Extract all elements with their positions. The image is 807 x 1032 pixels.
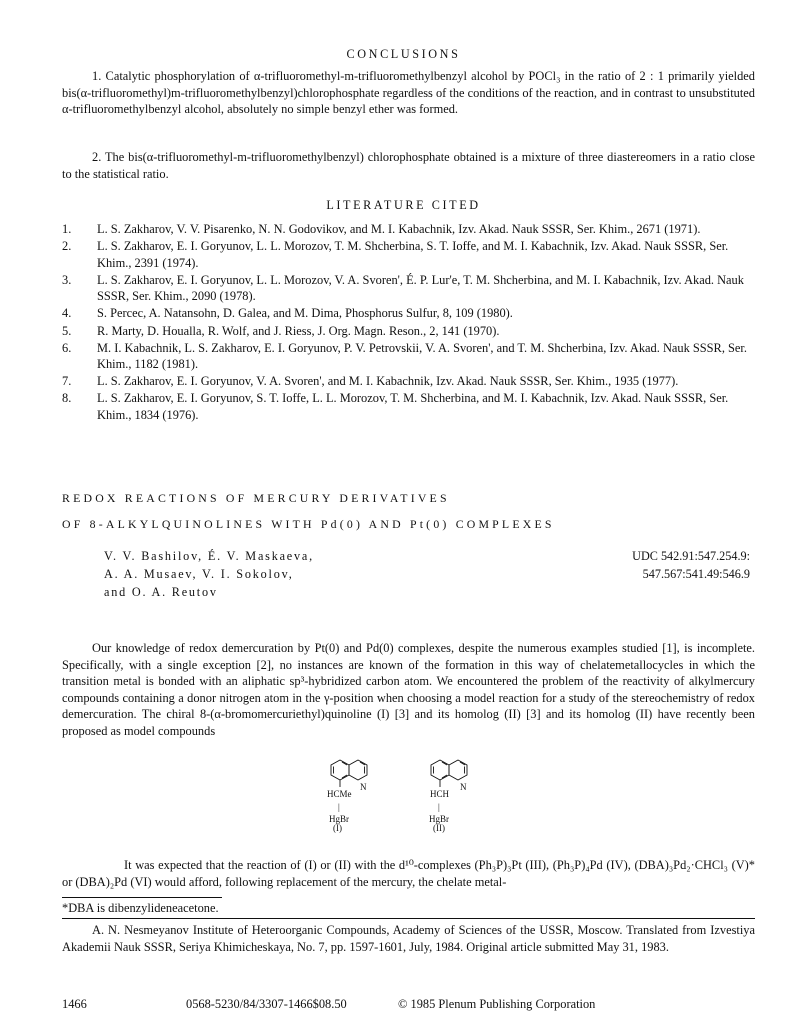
reference-number: 4. xyxy=(62,306,72,321)
article-title-line-1: REDOX REACTIONS OF MERCURY DERIVATIVES xyxy=(62,491,450,505)
intro-paragraph: Our knowledge of redox demercuration by Pt(0) and Pd(0) complexes, despite the numerous examples studied [1], is incomplete. Specifically, with a single exception [2], no instances are known of the formation in this way of chelatemetallocycles in which the transition metal is bonded with an aliphatic sp³-hybridized carbon atom. We encountered the problem of the reactivity of alkylmercury compounds containing a donor nitrogen atom in the γ-position when choosing a model reaction for a study of the stereochemistry of redox demercuration. The chiral 8-(α-bromomercuriethyl)quinoline (I) [3] and its homolog (II) [3] and its homolog (II) have recently been proposed as model compounds xyxy=(62,641,755,738)
carbon-label-II: HCH xyxy=(430,789,450,799)
copyright-notice: © 1985 Plenum Publishing Corporation xyxy=(398,997,596,1011)
footnote-rule xyxy=(62,897,222,898)
reference-number: 5. xyxy=(62,323,72,338)
reference-text: L. S. Zakharov, E. I. Goryunov, L. L. Morozov, V. A. Svoren', É. P. Lur'e, T. M. Shcherbina, and M. I. Kabachnik, Izv. Akad. Nauk SSSR, Ser. Khim., 2090 (1978). xyxy=(97,272,744,304)
reference-number: 3. xyxy=(62,272,72,287)
authors-line: A. A. Musaev, V. I. Sokolov, xyxy=(104,567,294,581)
reference-number: 8. xyxy=(62,391,72,406)
reference-item xyxy=(62,272,755,305)
reference-number: 7. xyxy=(62,374,72,389)
separator-rule xyxy=(62,918,755,919)
reference-item xyxy=(62,305,755,322)
udc-code xyxy=(632,547,750,583)
footnote: *DBA is dibenzylideneacetone. xyxy=(62,901,219,915)
reference-text: L. S. Zakharov, E. I. Goryunov, V. A. Svoren', and M. I. Kabachnik, Izv. Akad. Nauk SSSR, Ser. Khim., 1935 (1977). xyxy=(97,374,679,389)
reference-text: S. Percec, A. Natansohn, D. Galea, and M. Dima, Phosphorus Sulfur, 8, 109 (1980). xyxy=(97,306,513,321)
reference-text: L. S. Zakharov, E. I. Goryunov, L. L. Morozov, T. M. Shcherbina, S. T. Ioffe, and M. I. Kabachnik, Izv. Akad. Nauk SSSR, Ser. Khim., 2391 (1974). xyxy=(97,239,729,270)
reference-item xyxy=(62,373,755,390)
authors-line: V. V. Bashilov, É. V. Maskaeva, xyxy=(104,549,314,563)
reference-item xyxy=(62,323,755,340)
nitrogen-label-II: N xyxy=(460,782,467,792)
body-paragraph: It was expected that the reaction of (I) or (II) with the d¹⁰-complexes (Ph₃P)₃Pt (III), (Ph₃P)₄Pd (IV), (DBA)₃Pd₂·CHCl₃ (V)* or (DBA)₂Pd (VI) would afford, following replacement of the mercury, the chelate metal- xyxy=(62,858,755,889)
mercury-label-II: HgBr xyxy=(429,814,449,824)
compound-label-II: (II) xyxy=(433,823,445,833)
carbon-label-I: HCMe xyxy=(327,789,352,799)
conclusions-heading: CONCLUSIONS xyxy=(346,47,461,61)
reference-item xyxy=(62,238,755,271)
issn-code: 0568-5230/84/3307-1466$08.50 xyxy=(186,997,347,1011)
reference-number: 1. xyxy=(62,222,72,236)
literature-cited-heading: LITERATURE CITED xyxy=(326,198,481,212)
udc-line: UDC 542.91:547.254.9: xyxy=(632,549,750,563)
compound-label-I: (I) xyxy=(333,823,342,833)
conclusion-item-1: 1. Catalytic phosphorylation of α-trifluoromethyl-m-trifluoromethylbenzyl alcohol by POCl₃ in the ratio of 2 : 1 primarily yielded bis(α-trifluoromethyl)m-trifluoromethylbenzyl)chlorophosphate regardless of the conditions of the reaction, and in contrast to unsubstituted α-trifluoromethylbenzyl alcohol, absolutely no simple benzyl ether was formed. xyxy=(62,69,755,117)
conclusion-item-2: 2. The bis(α-trifluoromethyl-m-trifluoromethylbenzyl) chlorophosphate obtained is a mixture of three diastereomers in a ratio close to the statistical ratio. xyxy=(62,150,755,181)
reference-text: R. Marty, D. Houalla, R. Wolf, and J. Riess, J. Org. Magn. Reson., 2, 141 (1970). xyxy=(97,323,500,338)
article-title-line-2: OF 8-ALKYLQUINOLINES WITH Pd(0) AND Pt(0) COMPLEXES xyxy=(62,517,555,531)
reference-item xyxy=(62,390,755,423)
authors-block xyxy=(104,547,314,601)
reference-text: M. I. Kabachnik, L. S. Zakharov, E. I. Goryunov, P. V. Petrovskii, V. A. Svoren', and T. M. Shcherbina, Izv. Akad. Nauk SSSR, Ser. Khim., 1182 (1981). xyxy=(97,340,747,372)
bond-label-II: | xyxy=(438,802,440,812)
reference-number: 2. xyxy=(62,239,72,254)
mercury-label-I: HgBr xyxy=(329,814,349,824)
reference-item xyxy=(62,221,755,238)
reference-text: L. S. Zakharov, V. V. Pisarenko, N. N. Godovikov, and M. I. Kabachnik, Izv. Akad. Nauk SSSR, Ser. Khim., 2671 (1971). xyxy=(97,222,701,236)
reference-list xyxy=(62,221,755,424)
authors-line: and O. A. Reutov xyxy=(104,585,218,599)
bond-label-I: | xyxy=(338,802,340,812)
affiliation-paragraph: A. N. Nesmeyanov Institute of Heteroorganic Compounds, Academy of Sciences of the USSR, Moscow. Translated from Izvestiya Akademii Nauk SSSR, Seriya Khimicheskaya, No. 7, pp. 1597-1601, July, 1984. Original article submitted May 31, 1983. xyxy=(62,923,755,954)
quinoline-structures-figure xyxy=(320,757,490,849)
udc-line: 547.567:541.49:546.9 xyxy=(642,567,750,581)
reference-item xyxy=(62,340,755,373)
nitrogen-label-I: N xyxy=(360,782,367,792)
reference-text: L. S. Zakharov, E. I. Goryunov, S. T. Ioffe, L. L. Morozov, T. M. Shcherbina, and M. I. Kabachnik, Izv. Akad. Nauk SSSR, Ser. Khim., 1834 (1976). xyxy=(97,391,729,423)
reference-number: 6. xyxy=(62,340,72,355)
page-number: 1466 xyxy=(62,997,87,1011)
